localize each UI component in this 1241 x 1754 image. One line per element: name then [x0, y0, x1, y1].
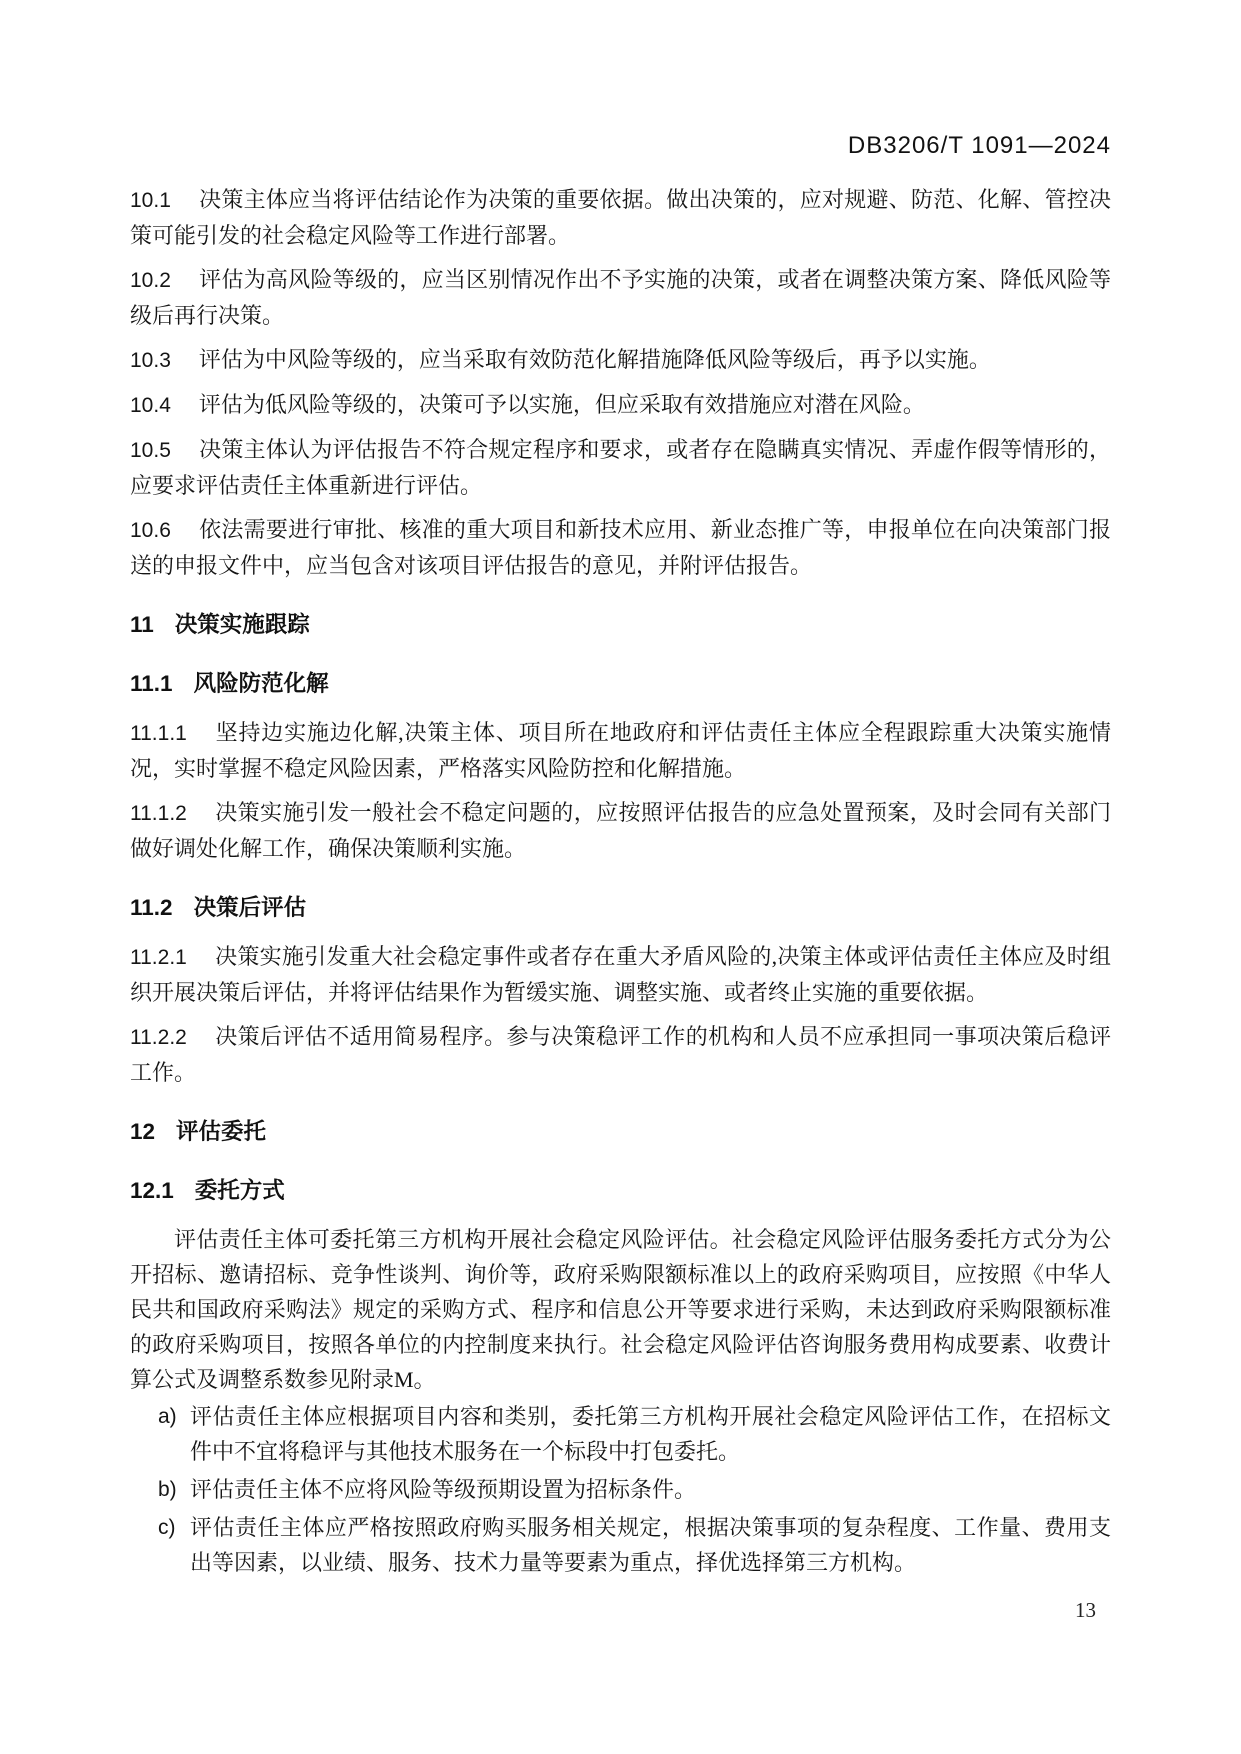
clause-text: 决策主体应当将评估结论作为决策的重要依据。做出决策的，应对规避、防范、化解、管控决策可能引发的社会稳定风险等工作进行部署。: [130, 187, 1111, 248]
heading-number: 11: [130, 612, 154, 637]
clause-number: 10.3: [130, 349, 171, 372]
clause-10-1: [130, 182, 1111, 253]
doc-code-header: DB3206/T 1091—2024: [847, 132, 1111, 159]
clause-text: 坚持边实施边化解,决策主体、项目所在地政府和评估责任主体应全程跟踪重大决策实施情况，实时掌握不稳定风险因素，严格落实风险防控和化解措施。: [130, 720, 1111, 781]
heading-number: 12: [130, 1119, 156, 1144]
clause-text: 决策主体认为评估报告不符合规定程序和要求，或者存在隐瞒真实情况、弄虚作假等情形的，应要求评估责任主体重新进行评估。: [130, 437, 1111, 498]
section-heading-12-1: [130, 1173, 1111, 1208]
heading-title: 决策后评估: [193, 895, 307, 920]
clause-text: 决策后评估不适用简易程序。参与决策稳评工作的机构和人员不应承担同一事项决策后稳评工作。: [130, 1024, 1111, 1085]
clause-number: 11.1.2: [130, 802, 187, 825]
clause-number: 11.1.1: [130, 722, 187, 745]
list-item-a: [130, 1399, 1111, 1469]
clause-11-2-1: [130, 939, 1111, 1010]
list-label: b): [158, 1478, 177, 1501]
heading-number: 11.1: [130, 671, 173, 696]
section-heading-11: [130, 607, 1111, 642]
clause-text: 决策实施引发一般社会不稳定问题的，应按照评估报告的应急处置预案，及时会同有关部门做好调处化解工作，确保决策顺利实施。: [130, 800, 1111, 861]
list-item-c: [130, 1510, 1111, 1580]
page-number: 13: [1075, 1598, 1096, 1622]
section-heading-12: [130, 1114, 1111, 1149]
clause-number: 10.2: [130, 269, 171, 292]
section-heading-11-1: [130, 666, 1111, 701]
section-heading-11-2: [130, 890, 1111, 925]
clause-10-4: [130, 387, 1111, 423]
clause-number: 10.1: [130, 189, 171, 212]
list-item-b: [130, 1472, 1111, 1507]
clause-11-1-1: [130, 715, 1111, 786]
heading-number: 12.1: [130, 1178, 174, 1203]
clause-number: 10.6: [130, 519, 171, 542]
list-label: c): [158, 1516, 176, 1539]
heading-number: 11.2: [130, 895, 173, 920]
clause-number: 10.5: [130, 439, 171, 462]
clause-text: 评估为高风险等级的，应当区别情况作出不予实施的决策，或者在调整决策方案、降低风险等级后再行决策。: [130, 267, 1111, 328]
list-text: 评估责任主体不应将风险等级预期设置为招标条件。: [190, 1477, 697, 1502]
list-text: 评估责任主体应严格按照政府购买服务相关规定，根据决策事项的复杂程度、工作量、费用支出等因素，以业绩、服务、技术力量等要素为重点，择优选择第三方机构。: [190, 1515, 1111, 1575]
clause-text: 依法需要进行审批、核准的重大项目和新技术应用、新业态推广等，申报单位在向决策部门报送的申报文件中，应当包含对该项目评估报告的意见，并附评估报告。: [130, 517, 1111, 578]
heading-title: 委托方式: [194, 1178, 285, 1203]
clause-text: 评估为低风险等级的，决策可予以实施，但应采取有效措施应对潜在风险。: [198, 392, 925, 417]
clause-10-6: [130, 512, 1111, 583]
clause-number: 11.2.1: [130, 946, 187, 969]
clause-number: 11.2.2: [130, 1026, 187, 1049]
clause-11-2-2: [130, 1019, 1111, 1090]
clause-12-1-intro: 评估责任主体可委托第三方机构开展社会稳定风险评估。社会稳定风险评估服务委托方式分为公开招标、邀请招标、竞争性谈判、询价等，政府采购限额标准以上的政府采购项目，应按照《中华人民共和国政府采购法》规定的采购方式、程序和信息公开等要求进行采购，未达到政府采购限额标准的政府采购项目，按照各单位的内控制度来执行。社会稳定风险评估咨询服务费用构成要素、收费计算公式及调整系数参见附录M。: [130, 1227, 1111, 1392]
list-text: 评估责任主体应根据项目内容和类别，委托第三方机构开展社会稳定风险评估工作，在招标文件中不宜将稳评与其他技术服务在一个标段中打包委托。: [190, 1404, 1111, 1464]
clause-10-3: [130, 342, 1111, 378]
clause-11-1-2: [130, 795, 1111, 866]
page-content: [130, 182, 1111, 1583]
clause-text: 决策实施引发重大社会稳定事件或者存在重大矛盾风险的,决策主体或评估责任主体应及时组织开展决策后评估，并将评估结果作为暂缓实施、调整实施、或者终止实施的重要依据。: [130, 944, 1111, 1005]
heading-title: 决策实施跟踪: [174, 612, 310, 637]
clause-text: 评估为中风险等级的，应当采取有效防范化解措施降低风险等级后，再予以实施。: [198, 347, 991, 372]
heading-title: 风险防范化解: [193, 671, 329, 696]
clause-number: 10.4: [130, 394, 171, 417]
clause-10-2: [130, 262, 1111, 333]
clause-10-5: [130, 432, 1111, 503]
list-label: a): [158, 1405, 177, 1428]
heading-title: 评估委托: [176, 1119, 267, 1144]
